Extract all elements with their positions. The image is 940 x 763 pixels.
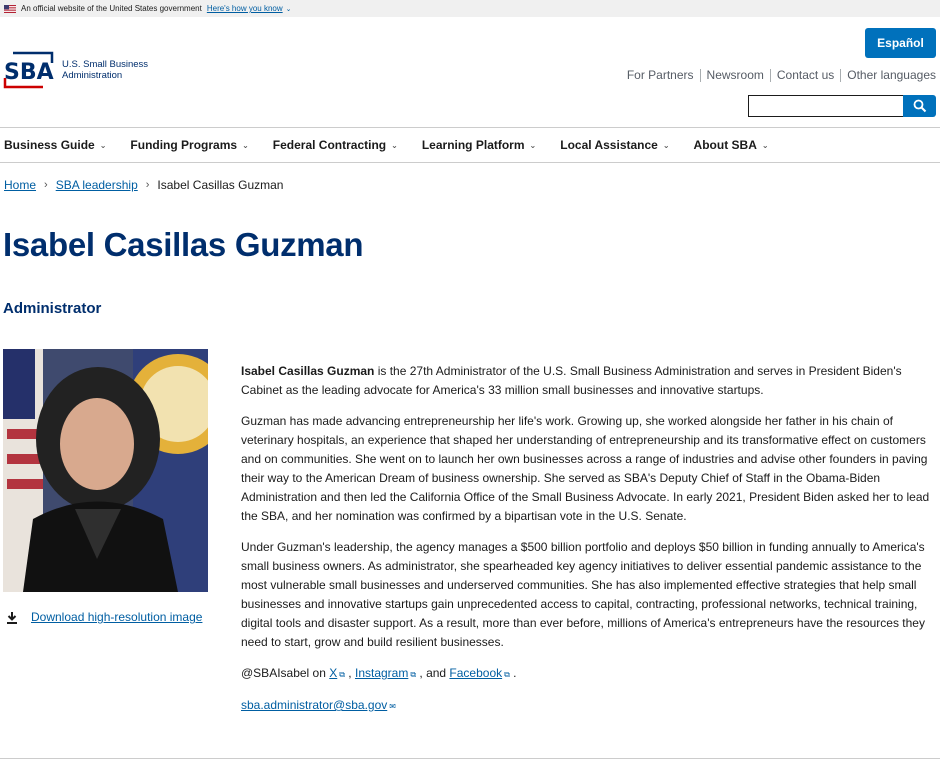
chevron-right-icon: › xyxy=(145,179,150,191)
nav-label: Funding Programs xyxy=(130,138,238,152)
bio-content xyxy=(241,362,937,728)
nav-business-guide[interactable] xyxy=(4,138,106,152)
how-you-know-link[interactable]: Here's how you know xyxy=(206,4,283,13)
chevron-down-icon[interactable]: ⌄ xyxy=(285,5,292,13)
social-end: . xyxy=(509,666,517,680)
main-nav xyxy=(0,127,940,163)
gov-banner xyxy=(0,0,940,17)
util-link-contact[interactable]: Contact us xyxy=(776,68,835,82)
download-link[interactable]: Download high-resolution image xyxy=(31,610,203,624)
util-link-languages[interactable]: Other languages xyxy=(847,68,936,82)
external-link-icon: ⧉ xyxy=(410,670,417,679)
sba-logo-mark xyxy=(3,50,55,90)
breadcrumb-current: Isabel Casillas Guzman xyxy=(157,178,284,192)
sba-logo[interactable] xyxy=(3,50,148,90)
social-prefix: @SBAIsabel on xyxy=(241,666,330,680)
bio-paragraph-2: Guzman has made advancing entrepreneurship her life's work. Growing up, she worked alongside her father in his chain of veterinary hospitals, an experience that shaped her understanding of entrepreneurship and its transformative effect on customers and on communities. She went on to launch her own businesses across a range of industries and advise other founders in paving their way to the American Dream of business ownership. She served as SBA's Deputy Chief of Staff in the Obama-Biden Administration and then led the California Office of the Small Business Advocate. In early 2021, President Biden asked her to lead the SBA, and her nomination was confirmed by a bipartisan vote in the U.S. Senate. xyxy=(241,414,930,523)
search-icon xyxy=(913,99,927,113)
chevron-down-icon: ⌄ xyxy=(662,140,670,150)
social-links xyxy=(241,664,937,684)
chevron-down-icon: ⌄ xyxy=(391,140,398,150)
nav-label: About SBA xyxy=(693,138,757,152)
external-link-icon: ⧉ xyxy=(504,670,510,679)
nav-local-assistance[interactable] xyxy=(560,138,669,152)
nav-label: Learning Platform xyxy=(421,138,525,152)
divider xyxy=(770,69,771,82)
breadcrumb-parent[interactable]: SBA leadership xyxy=(55,178,138,192)
social-x-link[interactable]: X xyxy=(329,666,338,680)
nav-federal-contracting[interactable] xyxy=(273,138,398,152)
nav-about-sba[interactable] xyxy=(694,138,769,152)
logo-line-1: U.S. Small Business xyxy=(62,59,149,70)
social-instagram-link[interactable]: Instagram xyxy=(354,666,409,680)
external-link-icon: ⧉ xyxy=(339,670,345,679)
util-link-partners[interactable]: For Partners xyxy=(626,68,694,82)
social-sep-1: , xyxy=(344,666,355,680)
nav-funding-programs[interactable] xyxy=(130,138,248,152)
page-subtitle: Administrator xyxy=(3,300,102,317)
nav-label: Business Guide xyxy=(4,138,95,152)
email-row xyxy=(241,696,937,716)
chevron-down-icon: ⌄ xyxy=(99,140,107,150)
download-icon[interactable] xyxy=(6,611,18,624)
search-button[interactable] xyxy=(903,95,936,117)
chevron-right-icon: › xyxy=(44,179,48,191)
portrait-image xyxy=(3,349,208,592)
chevron-down-icon: ⌄ xyxy=(761,140,769,150)
email-link[interactable]: sba.administrator@sba.gov xyxy=(241,698,388,712)
nav-learning-platform[interactable] xyxy=(422,138,536,152)
us-flag-icon xyxy=(4,5,16,13)
search-input[interactable] xyxy=(748,95,903,117)
bio-p1-text: is the 27th Administrator of the U.S. Small Business Administration and serves in President Biden's Cabinet as the leading advocate for America's 33 million small businesses and innovative startups. xyxy=(241,364,902,397)
espanol-button[interactable]: Español xyxy=(865,28,936,58)
chevron-down-icon: ⌄ xyxy=(529,140,537,150)
search-form xyxy=(748,95,936,117)
bio-paragraph-1 xyxy=(241,362,937,400)
nav-label: Federal Contracting xyxy=(272,138,387,152)
breadcrumb-home[interactable]: Home xyxy=(4,178,37,192)
logo-line-2: Administration xyxy=(62,70,123,81)
social-facebook-link[interactable]: Facebook xyxy=(449,666,503,680)
breadcrumb xyxy=(4,178,283,192)
util-link-newsroom[interactable]: Newsroom xyxy=(706,68,764,82)
page-title: Isabel Casillas Guzman xyxy=(3,226,364,263)
divider xyxy=(700,69,701,82)
download-image xyxy=(6,610,202,624)
logo-mark-text: SBA xyxy=(4,60,54,85)
nav-label: Local Assistance xyxy=(560,138,658,152)
utility-links xyxy=(627,68,936,82)
mail-icon: ✉ xyxy=(389,702,396,711)
bio-paragraph-3: Under Guzman's leadership, the agency manages a $500 billion portfolio and deploys $50 billion in funding annually to America's small business owners. As administrator, she spearheaded key agency initiatives to deliver essential pandemic assistance to the most vulnerable small businesses and underserved communities. She has also implemented effective strategies that help small businesses and innovative startups gain unprecedented access to capital, contracting, professional networks, technical training, digital tools and disaster support. As a result, more than ever before, millions of America's entrepreneurs have the resources they need to start, grow and build resilient businesses. xyxy=(241,540,925,649)
divider xyxy=(840,69,841,82)
social-sep-2: , and xyxy=(416,666,450,680)
bio-name: Isabel Casillas Guzman xyxy=(241,364,375,378)
gov-banner-text: An official website of the United States government xyxy=(21,4,202,13)
chevron-down-icon: ⌄ xyxy=(242,140,249,150)
divider xyxy=(0,758,940,759)
